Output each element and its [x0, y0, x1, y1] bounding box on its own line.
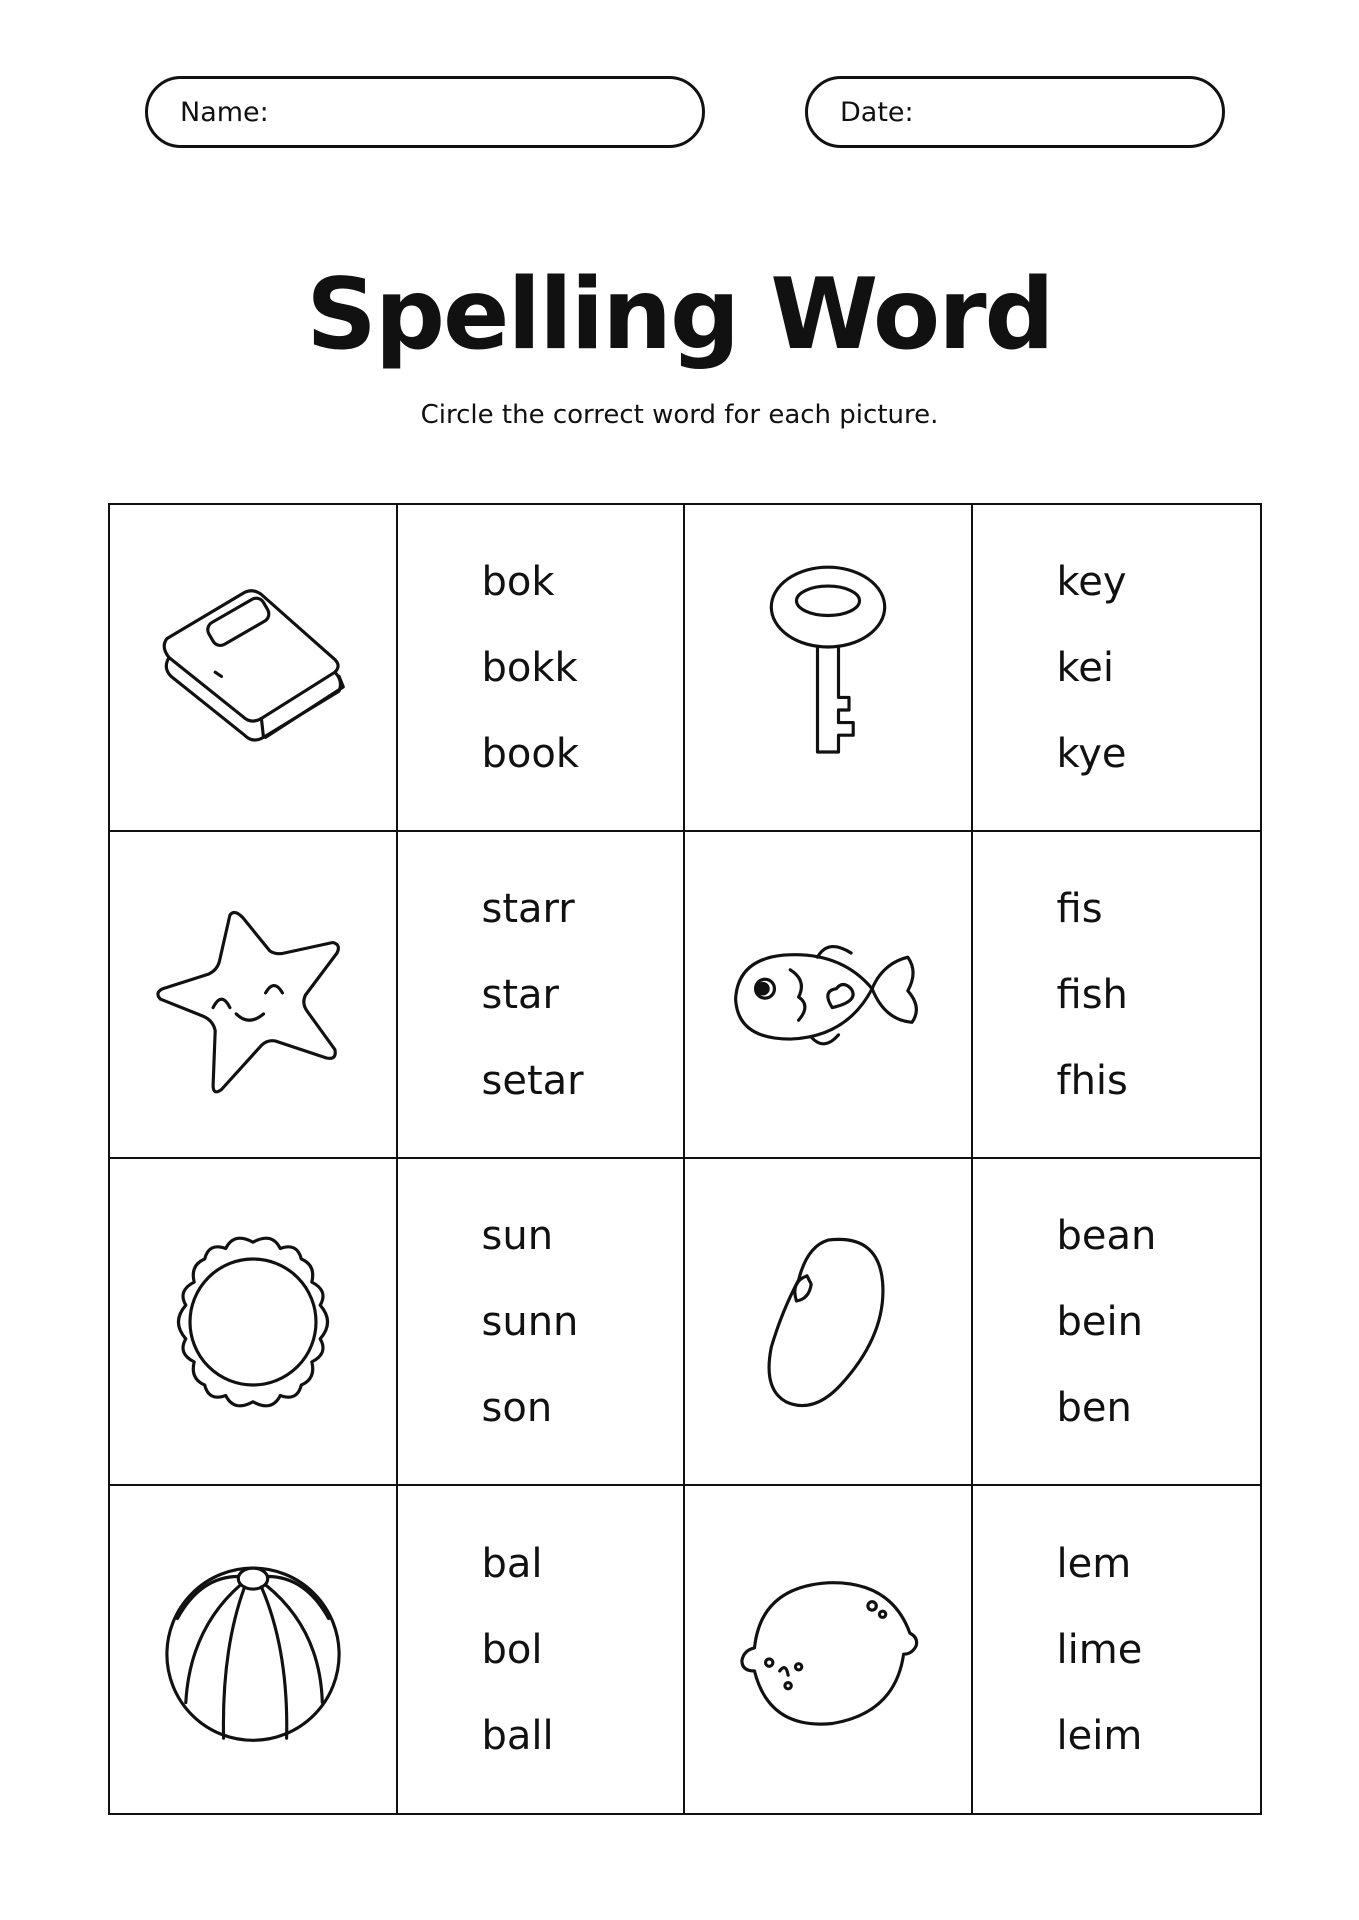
picture-cell: [685, 832, 973, 1159]
word-options: [398, 505, 686, 832]
word-options: [973, 1486, 1261, 1813]
word-option[interactable]: fis: [1056, 885, 1103, 932]
star-icon: [148, 890, 358, 1100]
word-options: [398, 1486, 686, 1813]
word-option[interactable]: bol: [481, 1626, 543, 1673]
picture-cell: [110, 832, 398, 1159]
page-title: Spelling Word: [306, 258, 1053, 372]
key-icon: [723, 563, 933, 773]
word-option[interactable]: bean: [1056, 1212, 1157, 1259]
picture-cell: [685, 1486, 973, 1813]
word-option[interactable]: book: [481, 730, 579, 777]
word-option[interactable]: sun: [481, 1212, 554, 1259]
picture-cell: [685, 1159, 973, 1486]
word-option[interactable]: son: [481, 1384, 553, 1431]
word-option[interactable]: kei: [1056, 644, 1114, 691]
word-option[interactable]: ball: [481, 1712, 554, 1759]
word-option[interactable]: fish: [1056, 971, 1128, 1018]
word-option[interactable]: leim: [1056, 1712, 1143, 1759]
name-label: Name:: [180, 96, 269, 128]
word-option[interactable]: starr: [481, 885, 575, 932]
word-option[interactable]: bok: [481, 558, 555, 605]
word-option[interactable]: setar: [481, 1057, 584, 1104]
word-option[interactable]: fhis: [1056, 1057, 1128, 1104]
name-field[interactable]: [145, 76, 705, 148]
word-option[interactable]: bokk: [481, 644, 578, 691]
word-option[interactable]: ben: [1056, 1384, 1132, 1431]
word-option[interactable]: lem: [1056, 1540, 1132, 1587]
word-option[interactable]: kye: [1056, 730, 1127, 777]
lime-icon: [723, 1545, 933, 1755]
word-option[interactable]: star: [481, 971, 559, 1018]
date-field[interactable]: [805, 76, 1225, 148]
worksheet-grid: [108, 503, 1262, 1815]
bean-icon: [723, 1217, 933, 1427]
word-option[interactable]: lime: [1056, 1626, 1143, 1673]
sun-icon: [148, 1217, 358, 1427]
word-options: [973, 505, 1261, 832]
fish-icon: [723, 890, 933, 1100]
instructions: Circle the correct word for each picture.: [420, 400, 939, 430]
word-options: [973, 832, 1261, 1159]
ball-icon: [148, 1545, 358, 1755]
word-option[interactable]: key: [1056, 558, 1127, 605]
picture-cell: [110, 1486, 398, 1813]
word-option[interactable]: bal: [481, 1540, 543, 1587]
picture-cell: [110, 505, 398, 832]
picture-cell: [110, 1159, 398, 1486]
date-label: Date:: [840, 96, 914, 128]
word-option[interactable]: bein: [1056, 1298, 1143, 1345]
picture-cell: [685, 505, 973, 832]
word-options: [973, 1159, 1261, 1486]
word-option[interactable]: sunn: [481, 1298, 579, 1345]
word-options: [398, 832, 686, 1159]
word-options: [398, 1159, 686, 1486]
book-icon: [148, 563, 358, 773]
